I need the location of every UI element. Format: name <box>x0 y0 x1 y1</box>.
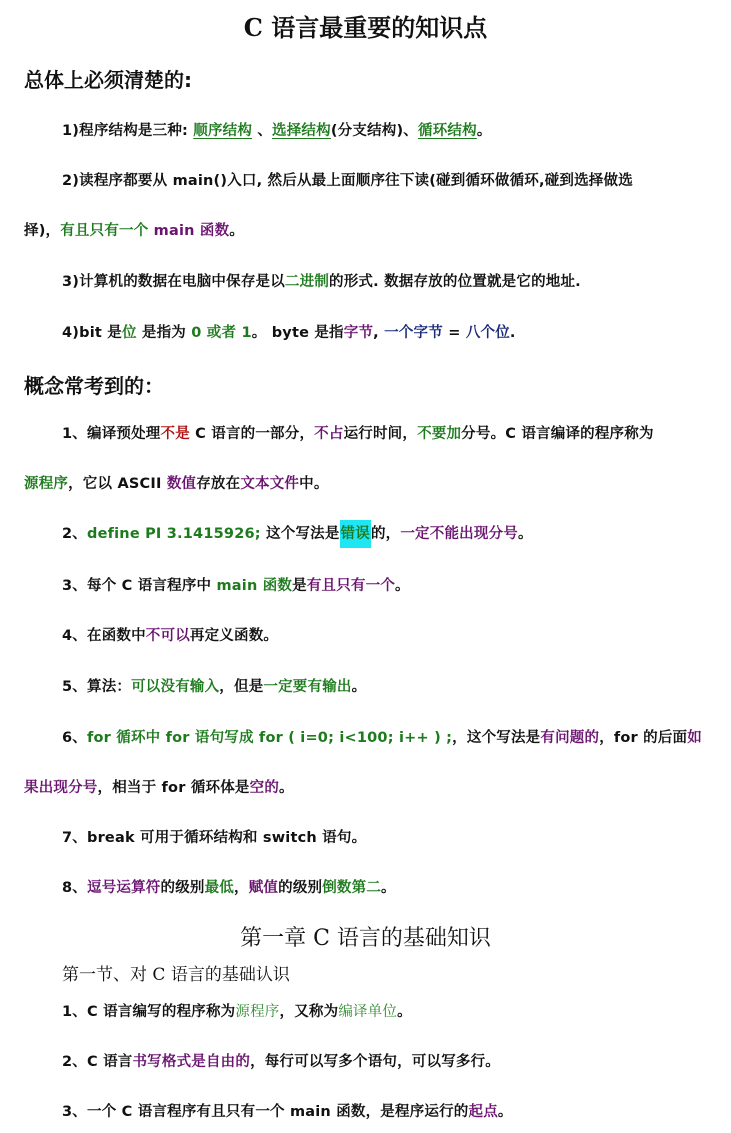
section-heading-overview: 总体上必须清楚的: <box>24 68 192 92</box>
list-item-4: 4、在函数中不可以再定义函数。 <box>62 628 279 644</box>
page-title: C 语言最重要的知识点 <box>243 13 488 42</box>
section-title: 第一节、对 C 语言的基础认识 <box>62 965 290 985</box>
chapter-item-3: 3、一个 C 语言程序有且只有一个 main 函数，是程序运行的起点。 <box>62 1104 513 1120</box>
section-heading-concepts: 概念常考到的： <box>24 374 164 398</box>
chapter-item-1: 1、C 语言编写的程序称为源程序，又称为编译单位。 <box>62 1004 412 1020</box>
term-loop: 循环结构 <box>418 123 477 139</box>
list-item-1-line2: 源程序，它以 ASCII 数值存放在文本文件中。 <box>24 476 329 492</box>
paragraph-read-order-line2: 择)，有且只有一个 main 函数。 <box>24 223 245 239</box>
term-sequence: 顺序结构 <box>193 123 253 139</box>
list-item-6-line1: 6、for 循环中 for 语句写成 for ( i=0; i<100; i++ ) ;，这个写法是有问题的，for 的后面如 <box>62 730 702 746</box>
paragraph-bit-byte: 4)bit 是位 是指为 0 或者 1。 byte 是指字节, 一个字节 = 八个位. <box>62 325 516 341</box>
list-item-7: 7、break 可用于循环结构和 switch 语句。 <box>62 830 367 846</box>
list-item-5: 5、算法：可以没有输入，但是一定要有输出。 <box>62 679 367 695</box>
list-item-3: 3、每个 C 语言程序中 main 函数是有且只有一个。 <box>62 578 410 594</box>
list-item-1-line1: 1、编译预处理不是 C 语言的一部分，不占运行时间，不要加分号。C 语言编译的程序称为 <box>62 426 654 442</box>
paragraph-program-structure: 1)程序结构是三种: 顺序结构 、选择结构(分支结构)、循环结构。 <box>62 123 492 139</box>
term-selection: 选择结构 <box>272 123 331 139</box>
list-item-8: 8、逗号运算符的级别最低，赋值的级别倒数第二。 <box>62 880 396 896</box>
list-item-2: 2、define PI 3.1415926; 这个写法是错误的，一定不能出现分号。 <box>62 522 533 543</box>
paragraph-binary-storage: 3)计算机的数据在电脑中保存是以二进制的形式. 数据存放的位置就是它的地址. <box>62 274 581 290</box>
list-item-6-line2: 果出现分号，相当于 for 循环体是空的。 <box>24 780 294 796</box>
chapter-title: 第一章 C 语言的基础知识 <box>240 926 491 951</box>
chapter-item-2: 2、C 语言书写格式是自由的，每行可以写多个语句，可以写多行。 <box>62 1054 500 1070</box>
paragraph-read-order-line1: 2)读程序都要从 main()入口, 然后从最上面顺序往下读(碰到循环做循环,碰到选择做选 <box>62 173 633 189</box>
highlight-error: 错误 <box>340 520 371 548</box>
